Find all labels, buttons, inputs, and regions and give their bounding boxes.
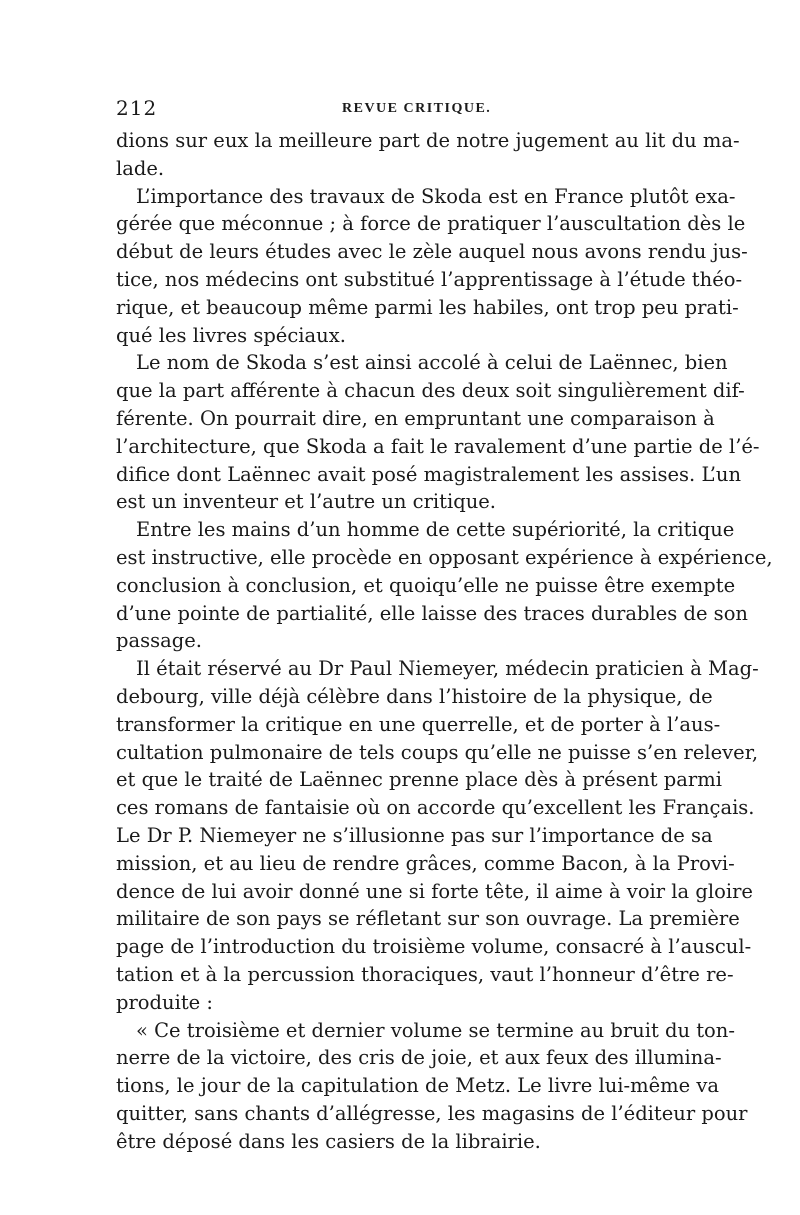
text-line: Entre les mains d’un homme de cette supériorité, la critique bbox=[136, 518, 735, 542]
text-line: gérée que méconnue ; à force de pratiquer l’auscultation dès le bbox=[116, 212, 746, 236]
text-line: l’architecture, que Skoda a fait le ravalement d’une partie de l’é- bbox=[116, 434, 760, 458]
text-line: ces romans de fantaisie où on accorde qu’excellent les Français. bbox=[116, 796, 755, 820]
text-line: cultation pulmonaire de tels coups qu’elle ne puisse s’en relever, bbox=[116, 740, 759, 764]
text-line: dence de lui avoir donné une si forte tête, il aime à voir la gloire bbox=[116, 879, 753, 903]
text-line: dions sur eux la meilleure part de notre jugement au lit du ma- bbox=[116, 129, 740, 152]
text-line: nerre de la victoire, des cris de joie, et aux feux des illumina- bbox=[116, 1046, 722, 1070]
text-line: mission, et au lieu de rendre grâces, comme Bacon, à la Provi- bbox=[116, 851, 735, 875]
text-line: militaire de son pays se réfletant sur son ouvrage. La première bbox=[116, 907, 740, 931]
text-line: tation et à la percussion thoraciques, vaut l’honneur d’être re- bbox=[116, 962, 734, 986]
text-line: qué les livres spéciaux. bbox=[116, 323, 346, 347]
page-header bbox=[116, 96, 688, 120]
text-line: page de l’introduction du troisième volume, consacré à l’auscul- bbox=[116, 935, 752, 959]
text-line: est instructive, elle procède en opposant expérience à expérience, bbox=[116, 545, 773, 569]
text-line: transformer la critique en une querrelle, et de porter à l’aus- bbox=[116, 712, 721, 736]
text-line: que la part afférente à chacun des deux soit singulièrement dif- bbox=[116, 379, 745, 403]
running-head: REVUE CRITIQUE. bbox=[342, 101, 492, 116]
text-line: être déposé dans les casiers de la librairie. bbox=[116, 1129, 541, 1153]
text-line: difice dont Laënnec avait posé magistralement les assises. L’un bbox=[116, 462, 742, 486]
text-line: Le nom de Skoda s’est ainsi accolé à celui de Laënnec, bien bbox=[136, 351, 728, 375]
text-line: conclusion à conclusion, et quoiqu’elle ne puisse être exempte bbox=[116, 573, 736, 597]
text-line: produite : bbox=[116, 990, 213, 1014]
text-line: passage. bbox=[116, 629, 202, 653]
text-line: début de leurs études avec le zèle auquel nous avons rendu jus- bbox=[116, 240, 748, 264]
text-line: est un inventeur et l’autre un critique. bbox=[116, 490, 497, 514]
text-line: debourg, ville déjà célèbre dans l’histoire de la physique, de bbox=[116, 684, 713, 708]
page-number: 212 bbox=[116, 96, 158, 120]
text-line: Le Dr P. Niemeyer ne s’illusionne pas sur l’importance de sa bbox=[116, 823, 713, 847]
text-line: tions, le jour de la capitulation de Metz. Le livre lui-même va bbox=[116, 1074, 719, 1098]
text-line: quitter, sans chants d’allégresse, les magasins de l’éditeur pour bbox=[116, 1101, 748, 1125]
text-line: rique, et beaucoup même parmi les habiles, ont trop peu prati- bbox=[116, 295, 739, 319]
text-line: lade. bbox=[116, 156, 165, 180]
text-line: et que le traité de Laënnec prenne place dès à présent parmi bbox=[116, 768, 722, 792]
text-line: férente. On pourrait dire, en empruntant une comparaison à bbox=[116, 406, 715, 430]
body-text bbox=[116, 127, 773, 1155]
text-line: d’une pointe de partialité, elle laisse des traces durables de son bbox=[116, 601, 748, 625]
text-line: « Ce troisième et dernier volume se termine au bruit du ton- bbox=[136, 1018, 735, 1042]
text-line: tice, nos médecins ont substitué l’apprentissage à l’étude théo- bbox=[116, 267, 743, 291]
text-line: Il était réservé au Dr Paul Niemeyer, médecin praticien à Mag- bbox=[136, 657, 759, 681]
text-line: L’importance des travaux de Skoda est en France plutôt exa- bbox=[136, 184, 736, 208]
